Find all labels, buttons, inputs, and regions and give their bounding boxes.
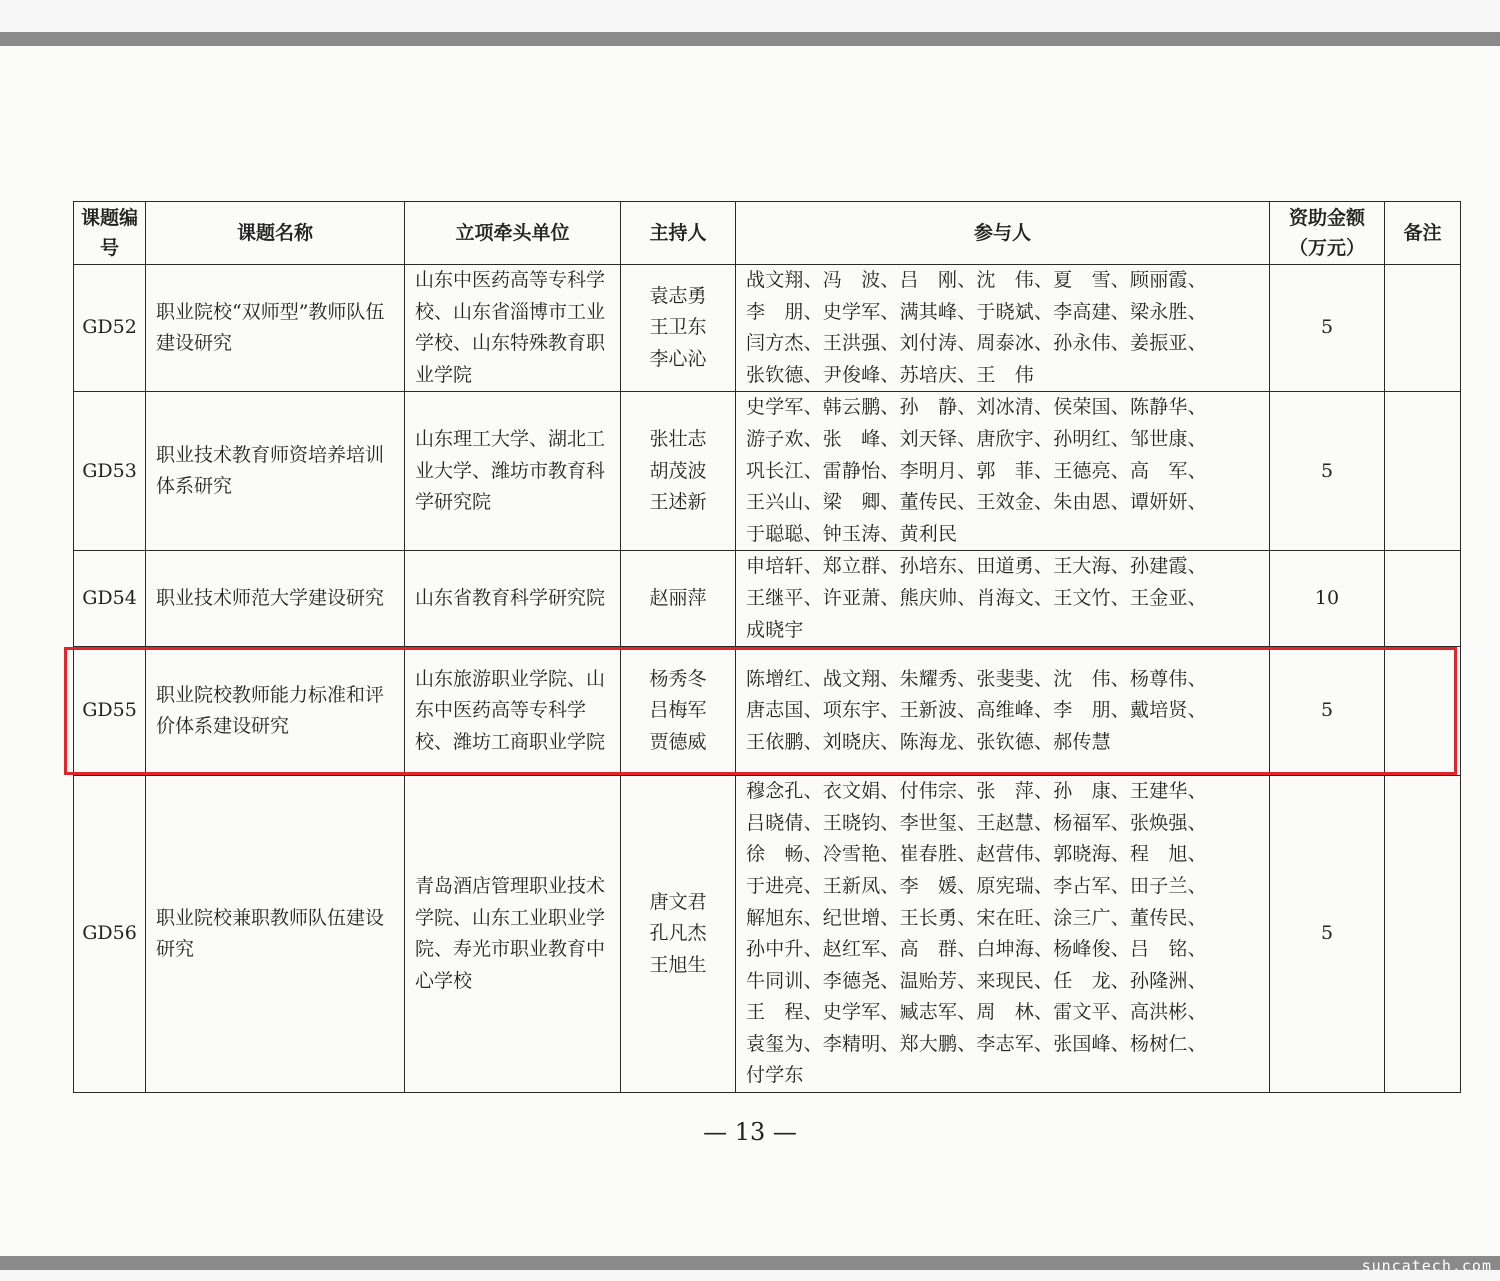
participants-line: 张钦德、尹俊峰、苏培庆、王 伟: [746, 363, 1035, 386]
participants-line: 游子欢、张 峰、刘天铎、唐欣宇、孙明红、邹世康、: [746, 427, 1207, 450]
watermark: suncatech.com: [1361, 1257, 1492, 1275]
participants-line: 于进亮、王新凤、李 媛、原宪瑞、李占军、田子兰、: [746, 874, 1207, 897]
host-name: 胡茂波: [649, 459, 707, 482]
participants-line: 唐志国、项东宇、王新波、高维峰、李 朋、戴培贤、: [746, 699, 1207, 722]
table-row: [74, 265, 1461, 392]
bottom-gray-bar: [0, 1256, 1500, 1270]
host-name: 赵丽萍: [649, 586, 707, 609]
participants-line: 巩长江、雷静怡、李明月、郭 菲、王德亮、高 军、: [746, 459, 1207, 482]
participants-line: 史学军、韩云鹏、孙 静、刘冰清、侯荣国、陈静华、: [746, 396, 1207, 419]
participants: [736, 265, 1270, 392]
participants-line: 闫方杰、王洪强、刘付涛、周泰冰、孙永伟、姜振亚、: [746, 332, 1207, 355]
project-id: GD55: [74, 647, 146, 776]
remark: [1385, 551, 1461, 647]
hosts: [621, 647, 736, 776]
hosts: [621, 776, 736, 1093]
participants-line: 王兴山、梁 卿、董传民、王效金、朱由恩、谭妍妍、: [746, 491, 1207, 514]
funding-amount: 10: [1270, 551, 1385, 647]
host-name: 袁志勇: [649, 284, 707, 307]
remark: [1385, 776, 1461, 1093]
funding-amount: 5: [1270, 776, 1385, 1093]
host-name: 吕梅军: [649, 699, 707, 722]
header-unit: 立项牵头单位: [405, 202, 621, 265]
lead-unit: 山东中医药高等专科学校、山东省淄博市工业学校、山东特殊教育职业学院: [405, 265, 621, 392]
participants-line: 解旭东、纪世增、王长勇、宋在旺、涂三广、董传民、: [746, 906, 1207, 929]
page-number: — 13 —: [703, 1118, 797, 1146]
participants-line: 于聪聪、钟玉涛、黄利民: [746, 522, 958, 545]
host-name: 王述新: [649, 491, 707, 514]
participants-line: 陈增红、战文翔、朱耀秀、张斐斐、沈 伟、杨尊伟、: [746, 667, 1207, 690]
header-remark: 备注: [1385, 202, 1461, 265]
host-name: 杨秀冬: [649, 667, 707, 690]
participants-line: 王继平、许亚萧、熊庆帅、肖海文、王文竹、王金亚、: [746, 586, 1207, 609]
header-name: 课题名称: [146, 202, 405, 265]
host-name: 贾德威: [649, 730, 707, 753]
host-name: 孔凡杰: [649, 922, 707, 945]
lead-unit: 山东理工大学、湖北工业大学、潍坊市教育科学研究院: [405, 392, 621, 551]
participants: [736, 647, 1270, 776]
table-row: [74, 392, 1461, 551]
remark: [1385, 265, 1461, 392]
remark: [1385, 392, 1461, 551]
project-name: 职业院校教师能力标准和评价体系建设研究: [146, 647, 405, 776]
project-id: GD53: [74, 392, 146, 551]
top-gray-bar: [0, 32, 1500, 46]
project-name: 职业技术教育师资培养培训体系研究: [146, 392, 405, 551]
participants-line: 李 朋、史学军、满其峰、于晓斌、李高建、梁永胜、: [746, 300, 1207, 323]
participants-line: 战文翔、冯 波、吕 刚、沈 伟、夏 雪、顾丽霞、: [746, 269, 1207, 291]
lead-unit: 山东旅游职业学院、山东中医药高等专科学校、潍坊工商职业学院: [405, 647, 621, 776]
project-name: 职业院校“双师型”教师队伍建设研究: [146, 265, 405, 392]
host-name: 王旭生: [649, 953, 707, 976]
project-id: GD56: [74, 776, 146, 1093]
funding-amount: 5: [1270, 647, 1385, 776]
participants-line: 穆念孔、衣文娟、付伟宗、张 萍、孙 康、王建华、: [746, 780, 1207, 803]
table-row: [74, 647, 1461, 776]
project-id: GD54: [74, 551, 146, 647]
project-name: 职业技术师范大学建设研究: [146, 551, 405, 647]
lead-unit: 青岛酒店管理职业技术学院、山东工业职业学院、寿光市职业教育中心学校: [405, 776, 621, 1093]
table-header-row: [74, 202, 1461, 265]
project-table: [73, 201, 1461, 1093]
header-amount: 资助金额（万元）: [1270, 202, 1385, 265]
project-name: 职业院校兼职教师队伍建设研究: [146, 776, 405, 1093]
project-id: GD52: [74, 265, 146, 392]
participants-line: 申培轩、郑立群、孙培东、田道勇、王大海、孙建霞、: [746, 555, 1207, 578]
hosts: [621, 265, 736, 392]
header-participants: 参与人: [736, 202, 1270, 265]
participants-line: 袁玺为、李精明、郑大鹏、李志军、张国峰、杨树仁、: [746, 1032, 1207, 1055]
remark: [1385, 647, 1461, 776]
lead-unit: 山东省教育科学研究院: [405, 551, 621, 647]
participants: [736, 551, 1270, 647]
participants-line: 孙中升、赵红军、高 群、白坤海、杨峰俊、吕 铭、: [746, 938, 1207, 961]
participants-line: 吕晓倩、王晓钧、李世玺、王赵慧、杨福军、张焕强、: [746, 811, 1207, 834]
participants-line: 徐 畅、冷雪艳、崔春胜、赵营伟、郭晓海、程 旭、: [746, 843, 1207, 866]
participants-line: 牛同训、李德尧、温贻芳、来现民、任 龙、孙隆洲、: [746, 969, 1207, 992]
participants: [736, 776, 1270, 1093]
participants: [736, 392, 1270, 551]
host-name: 张壮志: [649, 427, 707, 450]
table-row: [74, 551, 1461, 647]
funding-amount: 5: [1270, 265, 1385, 392]
host-name: 李心沁: [649, 347, 707, 370]
hosts: [621, 551, 736, 647]
table-row: [74, 776, 1461, 1093]
funding-amount: 5: [1270, 392, 1385, 551]
header-host: 主持人: [621, 202, 736, 265]
participants-line: 王 程、史学军、臧志军、周 林、雷文平、高洪彬、: [746, 1001, 1207, 1024]
hosts: [621, 392, 736, 551]
participants-line: 王依鹏、刘晓庆、陈海龙、张钦德、郝传慧: [746, 730, 1111, 753]
header-id: 课题编号: [74, 202, 146, 265]
participants-line: 付学东: [746, 1064, 804, 1087]
host-name: 唐文君: [649, 890, 707, 913]
participants-line: 成晓宇: [746, 618, 804, 641]
host-name: 王卫东: [649, 316, 707, 339]
